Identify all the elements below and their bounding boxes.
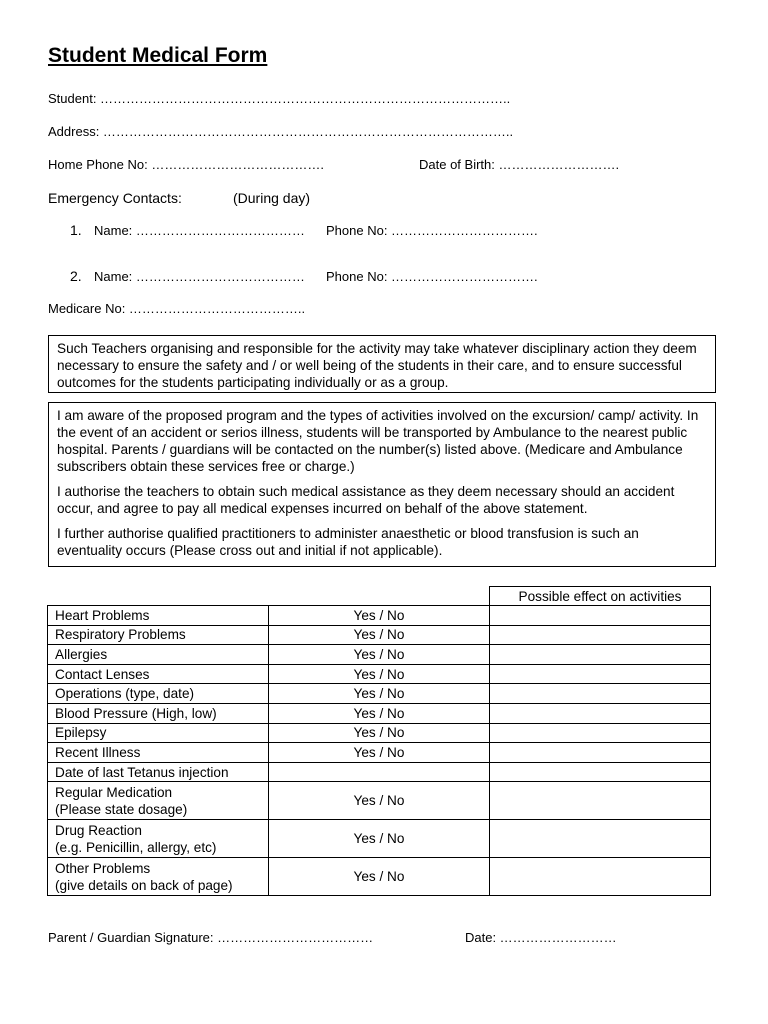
- condition-label: [48, 743, 269, 763]
- consent-paragraph-2: I authorise the teachers to obtain such medical assistance as they deem necessary should an accident occur, and agree to pay all medical expenses incurred on behalf of the above statement.: [57, 484, 675, 516]
- possible-effect-cell[interactable]: [490, 664, 711, 684]
- table-header-row: [48, 587, 711, 606]
- condition-name: Drug Reaction: [55, 822, 142, 838]
- table-row: [48, 723, 711, 743]
- condition-note: (e.g. Penicillin, allergy, etc): [55, 839, 217, 855]
- home-phone-field[interactable]: Home Phone No: ………………………………….: [48, 157, 324, 172]
- table-row: [48, 820, 711, 858]
- condition-label: [48, 820, 269, 858]
- yes-no-option[interactable]: Yes / No: [269, 723, 490, 743]
- yes-no-option[interactable]: Yes / No: [269, 645, 490, 665]
- during-day-label: (During day): [233, 190, 311, 206]
- address-field[interactable]: Address: …………………………………………………………………………………..: [48, 124, 514, 139]
- possible-effect-cell[interactable]: [490, 625, 711, 645]
- condition-name: Operations (type, date): [55, 686, 195, 702]
- possible-effect-cell[interactable]: [490, 820, 711, 858]
- table-row: [48, 664, 711, 684]
- condition-name: Date of last Tetanus injection: [55, 764, 229, 780]
- date-of-birth-field[interactable]: Date of Birth: ……………………….: [419, 157, 620, 172]
- tetanus-date-cell[interactable]: [269, 762, 490, 782]
- medical-conditions-table: [47, 586, 711, 896]
- table-row: [48, 782, 711, 820]
- condition-name: Respiratory Problems: [55, 627, 186, 643]
- condition-note: (give details on back of page): [55, 877, 233, 893]
- condition-label: [48, 703, 269, 723]
- disciplinary-statement-box: [48, 335, 716, 393]
- table-row: [48, 684, 711, 704]
- consent-paragraph-3: I further authorise qualified practitioners to administer anaesthetic or blood transfusion is such an eventuality occurs (Please cross out and initial if not applicable).: [57, 526, 639, 558]
- yes-no-option[interactable]: Yes / No: [269, 820, 490, 858]
- possible-effect-cell[interactable]: [490, 782, 711, 820]
- condition-name: Epilepsy: [55, 725, 107, 741]
- condition-name: Other Problems: [55, 860, 151, 876]
- yes-no-option[interactable]: Yes / No: [269, 743, 490, 763]
- possible-effect-cell[interactable]: [490, 703, 711, 723]
- possible-effect-cell[interactable]: [490, 645, 711, 665]
- contact-1-number: 1.: [70, 222, 82, 238]
- possible-effect-cell[interactable]: [490, 606, 711, 626]
- contact-1-name-field[interactable]: Name: …………………………………: [94, 223, 305, 238]
- table-row: [48, 645, 711, 665]
- condition-label: [48, 782, 269, 820]
- consent-statement-box: [48, 402, 716, 567]
- possible-effect-cell[interactable]: [490, 684, 711, 704]
- condition-label: [48, 684, 269, 704]
- contact-2-phone-field[interactable]: Phone No: …………………………….: [326, 269, 538, 284]
- possible-effect-cell[interactable]: [490, 743, 711, 763]
- possible-effect-cell[interactable]: [490, 762, 711, 782]
- condition-name: Allergies: [55, 646, 108, 662]
- disciplinary-statement: Such Teachers organising and responsible for the activity may take whatever disciplinary action they deem necessary to ensure the safety and / or well being of the students in their care, and to ensure successful outcomes for the students participating individually or as a group.: [57, 341, 697, 390]
- condition-label: [48, 664, 269, 684]
- student-field[interactable]: Student: …………………………………………………………………………………..: [48, 91, 511, 106]
- table-row: [48, 703, 711, 723]
- condition-label: [48, 723, 269, 743]
- possible-effect-cell[interactable]: [490, 858, 711, 896]
- yes-no-option[interactable]: Yes / No: [269, 782, 490, 820]
- condition-label: [48, 625, 269, 645]
- table-row: [48, 762, 711, 782]
- medicare-field[interactable]: Medicare No: …………………………………..: [48, 301, 306, 316]
- table-row: [48, 743, 711, 763]
- table-row: [48, 606, 711, 626]
- condition-label: [48, 606, 269, 626]
- yes-no-option[interactable]: Yes / No: [269, 664, 490, 684]
- consent-paragraph-1: I am aware of the proposed program and the types of activities involved on the excursion/ camp/ activity. In the event of an accident or serios illness, students will be transported by Ambulance to the nearest public hospital. Parents / guardians will be contacted on the number(s) listed above. (Medicare and Ambulance subscribers obtain these services free or charge.): [57, 408, 699, 474]
- yes-no-option[interactable]: Yes / No: [269, 684, 490, 704]
- possible-effect-header: Possible effect on activities: [490, 587, 711, 606]
- yes-no-option[interactable]: Yes / No: [269, 858, 490, 896]
- condition-name: Recent Illness: [55, 744, 141, 760]
- contact-2-name-field[interactable]: Name: …………………………………: [94, 269, 305, 284]
- table-row: [48, 858, 711, 896]
- condition-label: [48, 762, 269, 782]
- condition-label: [48, 858, 269, 896]
- condition-name: Heart Problems: [55, 607, 150, 623]
- table-row: [48, 625, 711, 645]
- condition-name: Contact Lenses: [55, 666, 150, 682]
- condition-note: (Please state dosage): [55, 801, 188, 817]
- yes-no-option[interactable]: Yes / No: [269, 703, 490, 723]
- yes-no-option[interactable]: Yes / No: [269, 625, 490, 645]
- condition-name: Blood Pressure (High, low): [55, 705, 217, 721]
- guardian-signature-field[interactable]: Parent / Guardian Signature: ………………………………: [48, 930, 374, 945]
- contact-1-phone-field[interactable]: Phone No: …………………………….: [326, 223, 538, 238]
- page-title: Student Medical Form: [48, 44, 268, 67]
- yes-no-option[interactable]: Yes / No: [269, 606, 490, 626]
- contact-2-number: 2.: [70, 268, 82, 284]
- emergency-contacts-label: Emergency Contacts:: [48, 190, 182, 206]
- possible-effect-cell[interactable]: [490, 723, 711, 743]
- signature-date-field[interactable]: Date: ………………………: [465, 930, 617, 945]
- condition-name: Regular Medication: [55, 784, 173, 800]
- condition-label: [48, 645, 269, 665]
